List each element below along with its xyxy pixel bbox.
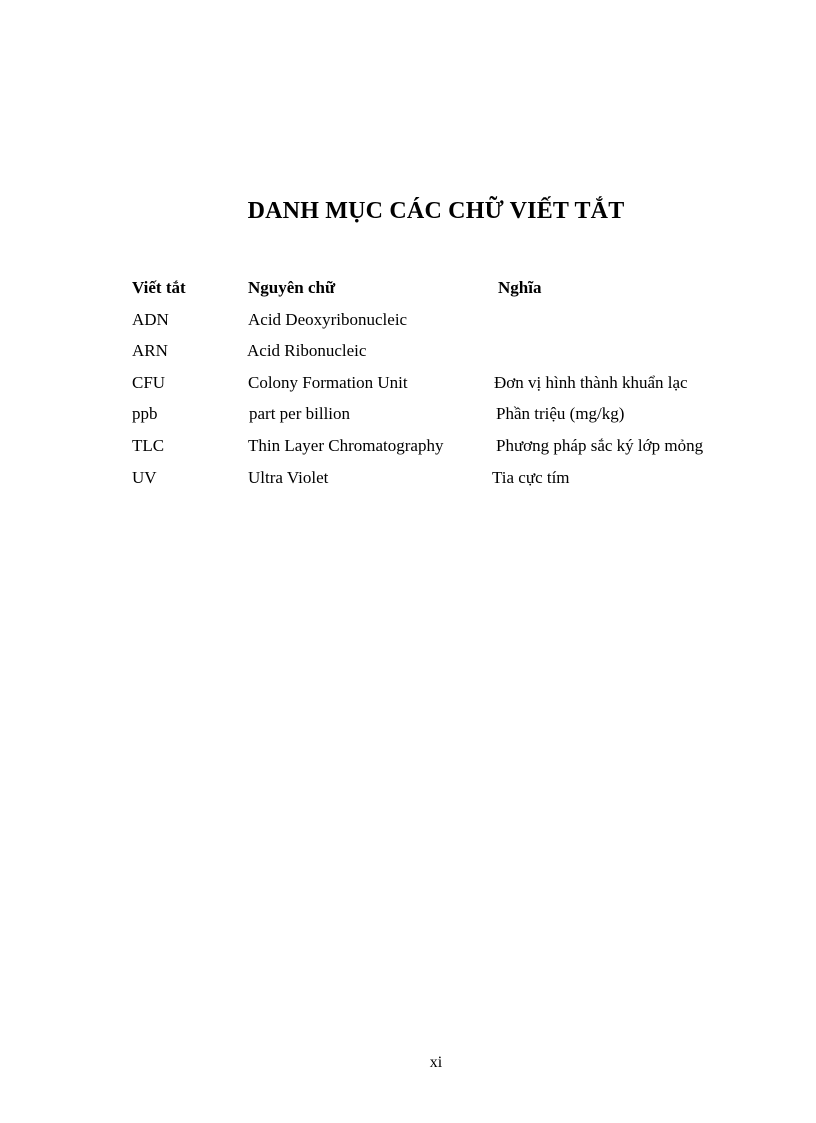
table-row — [132, 372, 732, 404]
page-title: DANH MỤC CÁC CHỮ VIẾT TẮT — [247, 198, 625, 224]
table-row — [132, 403, 732, 435]
row-full-name: part per billion — [249, 404, 351, 424]
abbreviation-table — [132, 277, 732, 498]
page-number: xi — [429, 1054, 443, 1071]
header-full-name: Nguyên chữ — [248, 278, 336, 297]
row-full-name: Thin Layer Chromatography — [248, 435, 444, 455]
table-row — [132, 340, 732, 372]
table-row — [132, 467, 732, 499]
row-meaning: Đơn vị hình thành khuẩn lạc — [494, 372, 688, 392]
row-full-name: Acid Ribonucleic — [247, 341, 367, 361]
row-full-name: Ultra Violet — [248, 467, 329, 487]
table-row — [132, 309, 732, 341]
row-meaning: Tia cực tím — [492, 467, 570, 487]
row-abbreviation: ppb — [132, 404, 158, 424]
table-header-row — [132, 277, 732, 309]
row-abbreviation: TLC — [132, 435, 165, 455]
table-row — [132, 435, 732, 467]
header-meaning: Nghĩa — [498, 278, 542, 297]
row-abbreviation: CFU — [132, 372, 166, 392]
row-meaning: Phương pháp sắc ký lớp mỏng — [496, 435, 704, 455]
row-abbreviation: ARN — [132, 341, 168, 361]
header-abbreviation: Viết tắt — [132, 278, 186, 297]
row-abbreviation: ADN — [132, 309, 169, 329]
row-abbreviation: UV — [132, 467, 157, 487]
row-full-name: Colony Formation Unit — [248, 372, 408, 392]
row-meaning: Phần triệu (mg/kg) — [496, 404, 625, 424]
row-full-name: Acid Deoxyribonucleic — [248, 309, 408, 329]
